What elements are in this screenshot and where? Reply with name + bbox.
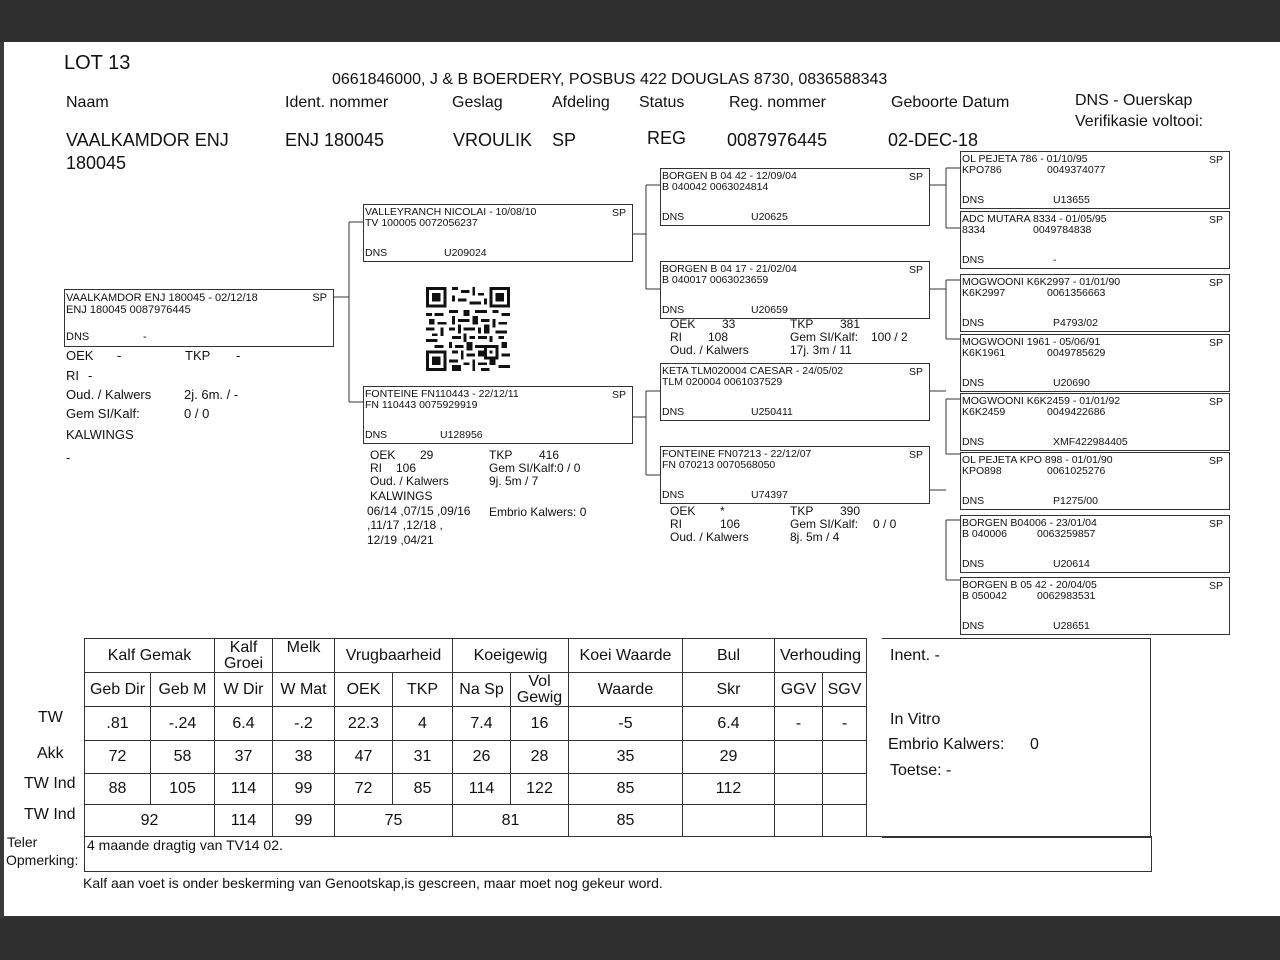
great-grandparent-card-8 [960,577,1230,635]
dam-dns-code: U128956 [440,429,483,441]
animal-afdeling: SP [552,130,577,150]
remarks-box [84,836,1152,872]
ggp-dns-code: U20690 [1053,377,1090,389]
akk-cell: 29 [683,741,775,774]
grandparent-dns-code: U74397 [751,489,788,501]
breeder-line: 0661846000, J & B BOERDERY, POSBUS 422 DOUGLAS 8730, 0836588343 [332,71,888,88]
group-bul: Bul [683,639,775,673]
tw-cell: 4 [393,707,453,741]
opmerking-label: Opmerking: [6,852,79,868]
tw-cell: - [775,707,823,741]
ggp-reg: 0049374077 [1047,164,1106,176]
tw-ind2-cell [823,805,867,837]
ggp-title: OL PEJETA 786 - 01/10/95 [962,153,1088,165]
grandparent-title: BORGEN B 04 17 - 21/02/04 [662,263,797,275]
subject-oud-value: 2j. 6m. / - [184,387,239,402]
tw-cell: 6.4 [683,707,775,741]
ggp-sp: SP [1208,214,1223,226]
tw-ind-cell: 88 [85,774,151,805]
mgd-oek-value: * [720,504,725,518]
tw-ind-cell [775,774,823,805]
subject-ri-value: - [88,368,93,383]
mgd-ri-label: RI [670,517,682,531]
grandparent-dns: DNS [662,211,685,223]
sub-waarde: Waarde [569,673,683,707]
tw-ind-cell: 114 [215,774,273,805]
row-label-tw: TW [38,709,63,726]
dam-ids: FN 110443 0075929919 [365,399,478,411]
ggp-dns: DNS [962,620,985,632]
ggp-sp: SP [1208,337,1223,349]
great-grandparent-card-6 [960,452,1230,510]
sub-w-mat: W Mat [273,673,335,707]
tw-ind-cell: 85 [569,774,683,805]
grandparent-sp: SP [908,366,923,378]
dam-tkp-label: TKP [489,448,513,462]
ggp-dns: DNS [962,254,985,266]
great-grandparent-card-3 [960,274,1230,332]
grandparent-title: KETA TLM020004 CAESAR - 24/05/02 [662,365,844,377]
subject-card [64,289,334,347]
grandparent-ids: B 040042 0063024814 [662,181,769,193]
dam-ri-label: RI [370,461,382,475]
animal-status: REG [647,128,687,148]
group-verhouding: Verhouding [775,639,867,673]
header-status: Status [639,94,685,111]
grandparent-card-1 [660,168,930,226]
grandparent-ids: TLM 020004 0061037529 [662,376,783,388]
akk-cell: 38 [273,741,335,774]
group-koeigewig: Koeigewig [453,639,569,673]
group-kalf-groei [215,639,273,673]
sub-geb-m: Geb M [151,673,215,707]
tw-cell: 7.4 [453,707,511,741]
ggp-sp: SP [1208,154,1223,166]
grandparent-sp: SP [908,171,923,183]
ggp-id: K6K2997 [962,287,1006,299]
subject-ids: ENJ 180045 0087976445 [66,304,191,316]
subject-dns-code: - [143,331,147,343]
sub-w-dir: W Dir [215,673,273,707]
subject-oud-label: Oud. / Kalwers [66,387,152,402]
dam-kalwings-label: KALWINGS [370,489,433,503]
grandparent-title: FONTEINE FN07213 - 22/12/07 [662,448,812,460]
mgd-oud-label: Oud. / Kalwers [670,530,749,544]
header-geboorte: Geboorte Datum [891,94,1010,111]
tw-ind2-cell: 75 [335,805,453,837]
tw-cell: 16 [511,707,569,741]
group-vrugbaarheid: Vrugbaarheid [335,639,453,673]
embrio-value: 0 [1030,736,1039,753]
ggp-dns-code: P4793/02 [1053,317,1098,329]
header-naam: Naam [66,94,109,111]
ggp-reg: 0063259857 [1037,528,1096,540]
ebv-tw-ind2-row [85,805,867,837]
mgd-gem-label: Gem SI/Kalf: [790,517,859,531]
dam-sp: SP [611,389,626,401]
tw-ind-cell: 122 [511,774,569,805]
row-label-tw-ind: TW Ind [24,775,76,792]
dam-ri-value: 106 [396,461,417,475]
tw-cell: -.24 [151,707,215,741]
ggp-id: K6K1961 [962,347,1006,359]
subject-dns: DNS [66,331,90,343]
ggp-dns-code: P1275/00 [1053,495,1098,507]
top-dark-band [0,0,1280,42]
kalf-groei-line2: Groei [223,654,264,672]
row-label-akk: Akk [37,745,64,762]
animal-name-line2: 180045 [66,153,127,173]
akk-cell [823,741,867,774]
ggp-id: 8334 [962,224,986,236]
dam-gem: Gem SI/Kalf:0 / 0 [489,461,581,475]
ggp-title: ADC MUTARA 8334 - 01/05/95 [962,213,1107,225]
sire-card [363,204,633,262]
grandparent-dns: DNS [662,489,685,501]
grandparent-sp: SP [908,264,923,276]
ggp-dns-code: U13655 [1053,194,1090,206]
mgd-gem-value: 0 / 0 [873,517,897,531]
dam-title: FONTEINE FN110443 - 22/12/11 [365,388,519,400]
dam-kalwings-2: ,11/17 ,12/18 , [367,518,443,532]
ggp-reg: 0049785629 [1047,347,1106,359]
inent-text: Inent. - [890,647,940,664]
animal-ident: ENJ 180045 [285,130,385,150]
ggp-dns-code: XMF422984405 [1053,436,1128,448]
grandparent-sp: SP [908,449,923,461]
pgd-oek-label: OEK [670,317,696,331]
pgd-tkp-label: TKP [790,317,814,331]
sub-tkp: TKP [393,673,453,707]
remarks-text: 4 maande dragtig van TV14 02. [87,837,283,853]
dam-kalwings-3: 12/19 ,04/21 [367,533,434,547]
great-grandparent-card-4 [960,334,1230,392]
tw-ind2-cell: 81 [453,805,569,837]
sire-dns: DNS [365,247,388,259]
ebv-akk-row [85,741,867,774]
mgd-ri-value: 106 [720,517,741,531]
ggp-reg: 0061025276 [1047,465,1106,477]
in-vitro-text: In Vitro [890,711,941,728]
grandparent-ids: FN 070213 0070568050 [662,459,776,471]
ebv-sub-row [85,673,867,707]
pgd-oek-value: 33 [722,317,736,331]
sub-ggv: GGV [775,673,823,707]
sub-sgv: SGV [823,673,867,707]
ggp-dns-code: - [1053,254,1057,266]
ggp-dns: DNS [962,558,985,570]
vol-line1: Vol [528,672,551,690]
ggp-id: K6K2459 [962,406,1006,418]
mgd-tkp-label: TKP [790,504,814,518]
tw-ind2-cell: 85 [569,805,683,837]
header-afdeling: Afdeling [552,94,610,111]
akk-cell [775,741,823,774]
sire-dns-code: U209024 [444,247,487,259]
header-reg: Reg. nommer [729,94,826,111]
subject-sp: SP [312,292,327,304]
dam-dns: DNS [365,429,388,441]
akk-cell: 37 [215,741,273,774]
ggp-reg: 0049422686 [1047,406,1106,418]
grandparent-title: BORGEN B 04 42 - 12/09/04 [662,170,797,182]
ggp-reg: 0049784838 [1033,224,1092,236]
subject-ri-label: RI [66,368,79,383]
dam-kalwings-1: 06/14 ,07/15 ,09/16 [367,504,471,518]
ggp-title: MOGWOONI K6K2997 - 01/01/90 [962,276,1121,288]
toetse-text: Toetse: - [890,762,952,779]
tw-ind-cell: 105 [151,774,215,805]
header-geslag: Geslag [452,94,503,111]
tw-ind2-cell [775,805,823,837]
pgd-ri-value: 108 [708,330,729,344]
tw-ind-cell: 114 [453,774,511,805]
sub-oek: OEK [335,673,393,707]
ggp-dns: DNS [962,377,985,389]
footer-note: Kalf aan voet is onder beskerming van Genootskap,is gescreen, maar moet nog gekeur word. [83,875,663,891]
pgd-oud-label: Oud. / Kalwers [670,343,749,357]
group-koei-waarde: Koei Waarde [569,639,683,673]
grandparent-card-4 [660,446,930,504]
animal-reg: 0087976445 [727,130,828,150]
subject-kalwings-label: KALWINGS [66,427,134,442]
subject-title: VAALKAMDOR ENJ 180045 - 02/12/18 [66,292,258,304]
sire-title: VALLEYRANCH NICOLAI - 10/08/10 [365,206,537,218]
ggp-sp: SP [1208,455,1223,467]
grandparent-ids: B 040017 0063023659 [662,274,769,286]
ebv-group-row [85,639,867,673]
ggp-title: BORGEN B04006 - 23/01/04 [962,517,1097,529]
tw-ind-cell [823,774,867,805]
akk-cell: 72 [85,741,151,774]
sub-na-sp: Na Sp [453,673,511,707]
header-dns-ouerskap: DNS - Ouerskap [1075,92,1193,109]
vol-line2: Gewig [516,688,563,706]
pgd-gem-label: Gem SI/Kalf: [790,330,859,344]
kalf-groei-line1: Kalf [229,638,258,656]
tw-cell: -.2 [273,707,335,741]
ggp-id: B 040006 [962,528,1007,540]
row-label-tw-ind-2: TW Ind [24,806,76,823]
tw-ind2-cell: 114 [215,805,273,837]
tw-ind-cell: 85 [393,774,453,805]
pgd-oud-value: 17j. 3m / 11 [790,343,852,357]
ggp-title: OL PEJETA KPO 898 - 01/01/90 [962,454,1113,466]
tw-ind2-cell: 92 [85,805,215,837]
subject-oek-label: OEK [66,348,94,363]
mgd-tkp-value: 390 [840,504,861,518]
akk-cell: 35 [569,741,683,774]
great-grandparent-card-1 [960,151,1230,209]
header-ident: Ident. nommer [285,94,389,111]
inent-box [882,638,1151,838]
grandparent-dns: DNS [662,304,685,316]
pedigree-sheet [4,42,1280,918]
subject-tkp-label: TKP [185,348,211,363]
ggp-sp: SP [1208,580,1223,592]
great-grandparent-card-2 [960,211,1230,269]
grandparent-card-3 [660,363,930,421]
pgd-tkp-value: 381 [840,317,861,331]
tw-cell: 6.4 [215,707,273,741]
animal-geboorte: 02-DEC-18 [888,130,979,150]
dam-tkp-value: 416 [539,448,560,462]
akk-cell: 47 [335,741,393,774]
ggp-id: KPO786 [962,164,1002,176]
embrio-label: Embrio Kalwers: [888,736,1005,753]
subject-oek-value: - [117,348,122,363]
teler-label: Teler [7,834,38,850]
dam-embrio: Embrio Kalwers: 0 [489,505,587,519]
tw-cell: - [823,707,867,741]
mgd-oek-label: OEK [670,504,696,518]
ggp-dns: DNS [962,317,985,329]
ggp-title: BORGEN B 05 42 - 20/04/05 [962,579,1097,591]
ebv-table [84,638,867,837]
group-melk: Melk [273,639,335,673]
tw-cell: 22.3 [335,707,393,741]
bottom-dark-band [0,918,1280,960]
qr-code-icon [424,287,512,371]
tw-ind2-cell [683,805,775,837]
grandparent-dns-code: U250411 [751,406,793,418]
dam-oud-value: 9j. 5m / 7 [489,474,539,488]
ggp-dns: DNS [962,194,985,206]
grandparent-dns-code: U20659 [751,304,788,316]
header-verifikasie: Verifikasie voltooi: [1075,113,1204,130]
ggp-title: MOGWOONI K6K2459 - 01/01/92 [962,395,1121,407]
sire-ids: TV 100005 0072056237 [365,217,478,229]
ggp-reg: 0061356663 [1047,287,1106,299]
dam-card [363,386,633,444]
dam-oek-label: OEK [370,448,396,462]
pgd-gem-value: 100 / 2 [871,330,908,344]
ggp-sp: SP [1208,277,1223,289]
pgd-ri-label: RI [670,330,682,344]
akk-cell: 31 [393,741,453,774]
akk-cell: 28 [511,741,569,774]
group-kalf-gemak: Kalf Gemak [85,639,215,673]
tw-ind-cell: 112 [683,774,775,805]
ebv-tw-ind-row [85,774,867,805]
dam-oek-value: 29 [420,448,434,462]
dam-oud-label: Oud. / Kalwers [370,474,449,488]
subject-gem-value: 0 / 0 [184,406,210,421]
subject-gem-label: Gem SI/Kalf: [66,406,140,421]
grandparent-dns-code: U20625 [751,211,788,223]
ggp-dns: DNS [962,436,985,448]
ebv-tw-row [85,707,867,741]
great-grandparent-card-7 [960,515,1230,573]
grandparent-dns: DNS [662,406,685,418]
sub-skr: Skr [683,673,775,707]
akk-cell: 26 [453,741,511,774]
ggp-title: MOGWOONI 1961 - 05/06/91 [962,336,1101,348]
tw-ind-cell: 72 [335,774,393,805]
grandparent-card-2 [660,261,930,319]
ggp-sp: SP [1208,518,1223,530]
ggp-sp: SP [1208,396,1223,408]
ggp-dns-code: U20614 [1053,558,1090,570]
sub-vol-gewig [511,673,569,707]
subject-kalwings-value: - [66,450,71,465]
tw-cell: -5 [569,707,683,741]
tw-cell: .81 [85,707,151,741]
ggp-dns-code: U28651 [1053,620,1090,632]
sub-geb-dir: Geb Dir [85,673,151,707]
tw-ind2-cell: 99 [273,805,335,837]
ggp-id: KPO898 [962,465,1002,477]
ggp-reg: 0062983531 [1037,590,1096,602]
ggp-id: B 050042 [962,590,1007,602]
ggp-dns: DNS [962,495,985,507]
animal-geslag: VROULIK [453,130,533,150]
subject-tkp-value: - [236,348,241,363]
sire-sp: SP [611,207,626,219]
great-grandparent-card-5 [960,393,1230,451]
akk-cell: 58 [151,741,215,774]
tw-ind-cell: 99 [273,774,335,805]
lot-number: LOT 13 [64,52,131,74]
animal-name-line1: VAALKAMDOR ENJ [66,130,229,150]
mgd-oud-value: 8j. 5m / 4 [790,530,840,544]
